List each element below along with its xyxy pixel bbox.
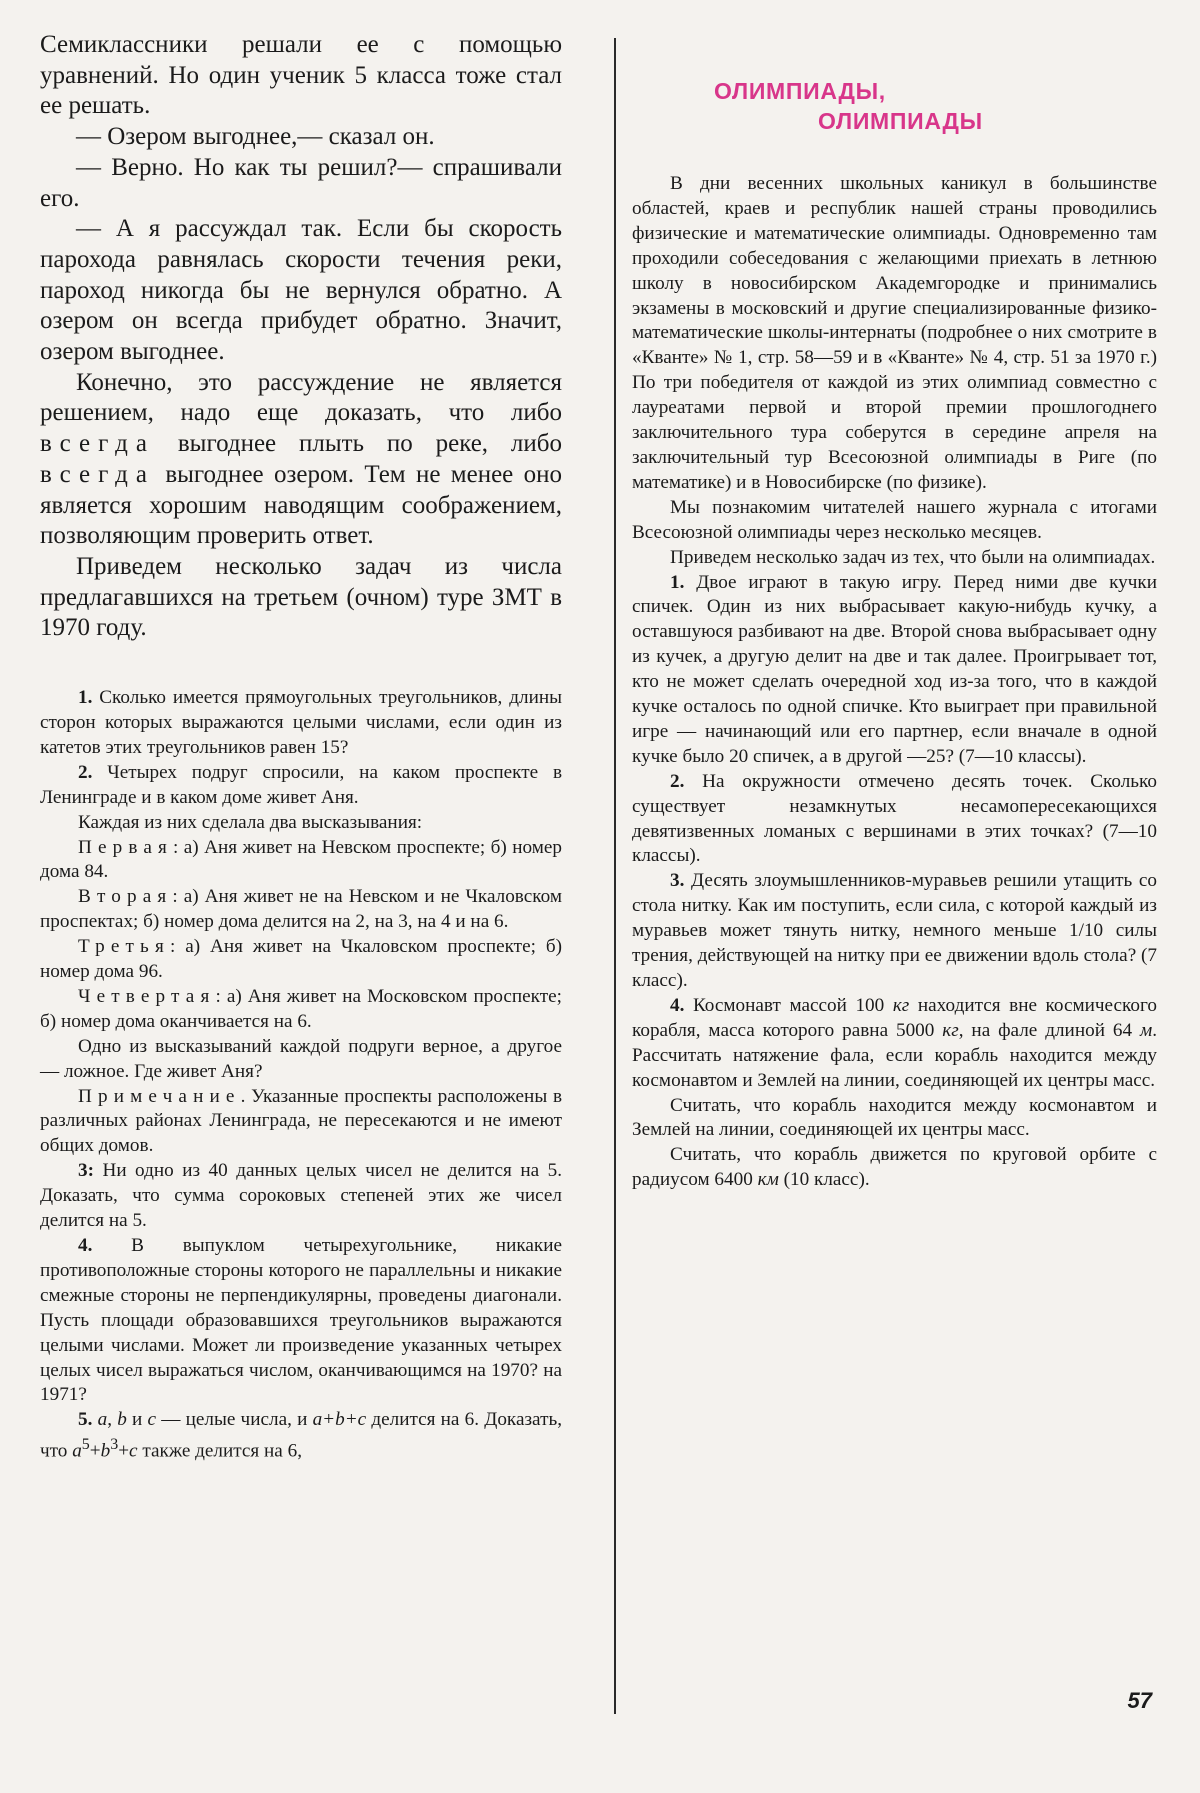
problem-4: 4. В выпуклом четырехугольнике, никакие противоположные стороны которого не параллельны и никакие смежные стороны не перпендикулярны, проведены диагонали. Пусть площади образовавшихся треугольников выражаются целыми числами. Может ли произведение указанных четырех целых чисел выражаться числом, оканчивающимся на 1970? на 1971? bbox=[40, 1235, 562, 1406]
problem-2: 2. Четырех подруг спросили, на каком проспекте в Ленинграде и в каком доме живет Аня. bbox=[40, 761, 562, 808]
statement-fourth: Четвертая: а) Аня живет на Московском проспекте; б) номер дома оканчивается на 6. bbox=[40, 985, 562, 1032]
paragraph: — А я рассуждал так. Если бы скорость парохода равнялась скорости течения реки, пароход никогда бы не вернулся обратно. А озером он всегда прибудет обратно. Значит, озером выгоднее. bbox=[40, 215, 562, 366]
statement-third: Третья: а) Аня живет на Чкаловском проспекте; б) номер дома 96. bbox=[40, 936, 562, 983]
problem-1: 1. Сколько имеется прямоугольных треугольников, длины сторон которых выражаются целыми числами, если один из катетов этих треугольников равен 15? bbox=[40, 687, 562, 758]
paragraph: Каждая из них сделала два высказывания: bbox=[78, 811, 423, 833]
right-column bbox=[632, 30, 1157, 1193]
paragraph: В дни весенних школьных каникул в большинстве областей, краев и республик нашей страны проводились физические и математические олимпиады. Одновременно там проходили собеседования с желающими приехать в летнюю школу в новосибирском Академгородке и принимались экзамены в московский и другие специализированные физико-математические школы-интернаты (подробнее о них смотрите в «Кванте» № 1, стр. 58—59 и в «Кванте» № 4, стр. 51 за 1970 г.) По три победителя от каждой из этих олимпиад совместно с лауреатами первой и второй премии прошлогоднего заключительного тура соберутся в середине апреля на заключительный тур Всесоюзной олимпиады в Риге (по математике) и в Новосибирске (по физике). bbox=[632, 173, 1157, 493]
paragraph: Одно из высказываний каждой подруги верное, а другое — ложное. Где живет Аня? bbox=[40, 1035, 562, 1082]
problem-4: 4. Космонавт массой 100 кг находится вне космического корабля, масса которого равна 5000 кг, на фале длиной 64 м. Рассчитать натяжение фала, если корабль находится между космонавтом и Землей на линии, соединяющей их центры масс. bbox=[632, 994, 1157, 1091]
paragraph: Приведем несколько задач из тех, что были на олимпиадах. bbox=[670, 546, 1156, 568]
statement-second: Вторая: а) Аня живет не на Невском и не Чкаловском проспектах; б) номер дома делится на 2, на 3, на 4 и на 6. bbox=[40, 886, 562, 933]
paragraph: Конечно, это рассуждение не является решением, надо еще доказать, что либо всегда выгоднее плыть по реке, либо всегда выгоднее озером. Тем не менее оно является хорошим наводящим соображением, позволяющим проверить ответ. bbox=[40, 368, 562, 550]
paragraph: Считать, что корабль находится между космонавтом и Землей на линии, соединяющей их центры масс. bbox=[632, 1094, 1157, 1141]
zmt-problems bbox=[40, 686, 562, 1464]
paragraph: — Озером выгоднее,— сказал он. bbox=[76, 123, 435, 151]
paragraph: Приведем несколько задач из числа предлагавшихся на третьем (очном) туре ЗМТ в 1970 году. bbox=[40, 552, 562, 642]
section-heading: ОЛИМПИАДЫ, ОЛИМПИАДЫ bbox=[714, 78, 983, 134]
problem-2: 2. На окружности отмечено десять точек. Сколько существует незамкнутых несамопересекающихся девятизвенных ломаных с вершинами в этих точках? (7—10 классы). bbox=[632, 770, 1157, 867]
note: Примечание. Указанные проспекты расположены в различных районах Ленинграда, не пересекаются и не имеют общих домов. bbox=[40, 1085, 562, 1157]
problem-3: 3. Десять злоумышленников-муравьев решили утащить со стола нитку. Как им поступить, если сила, с которой каждый из муравьев может тянуть нитку, немного меньше 1/10 силы трения, действующей на нитку при ее движении вдоль стола? (7 класс). bbox=[632, 870, 1157, 991]
problem-5: 5. a, b и c — целые числа, и a+b+c делится на 6. Доказать, что $a^5+b^3+c$ также делится на 6, bbox=[40, 1409, 562, 1462]
problem-3: 3: Ни одно из 40 данных целых чисел не делится на 5. Доказать, что сумма сороковых степеней этих же чисел делится на 5. bbox=[40, 1160, 562, 1232]
left-column bbox=[40, 30, 562, 1465]
paragraph: — Верно. Но как ты решил?— спрашивали его. bbox=[40, 153, 562, 212]
paragraph: Семиклассники решали ее с помощью уравнений. Но один ученик 5 класса тоже стал ее решать. bbox=[40, 31, 562, 120]
page-number: 57 bbox=[1127, 1688, 1152, 1713]
problem-1: 1. Двое играют в такую игру. Перед ними две кучки спичек. Один из них выбрасывает какую-нибудь кучку, а оставшуюся разбивают на две. Второй снова выбрасывает одну из кучек, а другую делит на две и так далее. Проигрывает тот, кто не может сделать очередной ход из-за того, что в каждой кучке осталось по одной спичке. Кто выиграет при правильной игре — начинающий или его партнер, если вначале в одной кучке было 20 спичек, а в другой —25? (7—10 классы). bbox=[632, 571, 1157, 767]
statement-first: Первая: а) Аня живет на Невском проспекте; б) номер дома 84. bbox=[40, 836, 562, 883]
paragraph: Мы познакомим читателей нашего журнала с итогами Всесоюзной олимпиады через несколько месяцев. bbox=[632, 496, 1157, 543]
paragraph: Считать, что корабль движется по круговой орбите с радиусом 6400 км (10 класс). bbox=[632, 1144, 1157, 1191]
column-divider bbox=[614, 38, 616, 1714]
